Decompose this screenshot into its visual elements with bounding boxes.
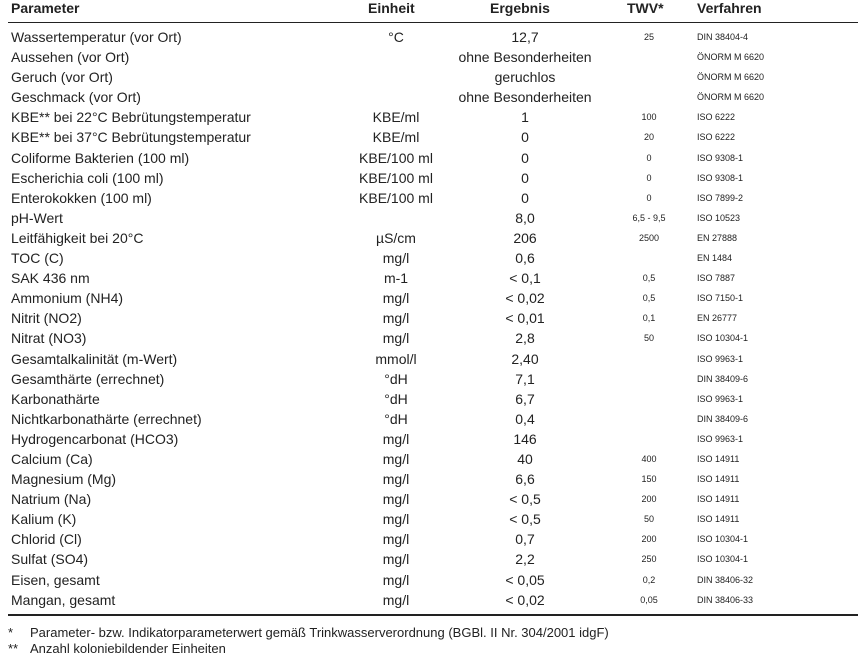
cell-parameter: Gesamtalkalinität (m-Wert) bbox=[11, 350, 178, 367]
cell-unit-text: mg/l bbox=[382, 250, 410, 267]
cell-result-text: 146 bbox=[513, 430, 537, 447]
cell-unit-text: °C bbox=[388, 29, 404, 45]
cell-unit-text: mg/l bbox=[382, 511, 410, 528]
table-row bbox=[0, 27, 865, 47]
cell-twv-text: 200 bbox=[641, 494, 657, 505]
cell-unit-text: mg/l bbox=[382, 450, 410, 467]
cell-result-text: < 0,02 bbox=[505, 591, 545, 608]
cell-method: ISO 10304-1 bbox=[697, 534, 749, 545]
cell-parameter: Gesamthärte (errechnet) bbox=[11, 370, 165, 387]
cell-parameter: Enterokokken (100 ml) bbox=[11, 189, 152, 206]
cell-parameter: Geschmack (vor Ort) bbox=[11, 89, 141, 106]
table-row bbox=[0, 107, 865, 127]
cell-method: ISO 6222 bbox=[697, 112, 736, 123]
cell-unit-text: °dH bbox=[384, 390, 408, 407]
cell-unit-text: mmol/l bbox=[375, 350, 417, 367]
cell-parameter: KBE** bei 22°C Bebrütungstemperatur bbox=[11, 109, 251, 126]
cell-method: ÖNORM M 6620 bbox=[697, 52, 765, 63]
table-row bbox=[0, 529, 865, 549]
cell-unit-text: KBE/100 ml bbox=[359, 149, 433, 166]
cell-unit-text: mg/l bbox=[382, 430, 410, 447]
cell-parameter: pH-Wert bbox=[11, 209, 63, 226]
cell-result-text: < 0,1 bbox=[509, 270, 541, 287]
cell-parameter: TOC (C) bbox=[11, 250, 64, 267]
cell-twv-text: 250 bbox=[641, 554, 657, 565]
cell-method: DIN 38404-4 bbox=[697, 32, 749, 42]
cell-twv-text: 0,05 bbox=[640, 594, 658, 605]
cell-unit-text: mg/l bbox=[382, 551, 410, 568]
footnote-text: Parameter- bzw. Indikatorparameterwert gemäß Trinkwasserverordnung (BGBl. II Nr. 304/2001 idgF) bbox=[30, 625, 609, 640]
cell-method: ISO 14911 bbox=[697, 514, 740, 525]
cell-method: ÖNORM M 6620 bbox=[697, 92, 765, 103]
cell-unit-text: mg/l bbox=[382, 290, 410, 307]
table-row bbox=[0, 248, 865, 268]
table-bottom-divider bbox=[8, 614, 858, 616]
table-row bbox=[0, 429, 865, 449]
cell-parameter: SAK 436 nm bbox=[11, 270, 90, 287]
table-row bbox=[0, 168, 865, 188]
table-row bbox=[0, 47, 865, 67]
cell-twv-text: 0,5 bbox=[642, 293, 656, 304]
cell-twv-text: 20 bbox=[643, 132, 655, 143]
cell-method: ISO 14911 bbox=[697, 474, 740, 485]
cell-method: ISO 7887 bbox=[697, 273, 736, 284]
cell-method: ISO 9963-1 bbox=[697, 393, 744, 404]
cell-twv-text: 200 bbox=[641, 534, 657, 545]
cell-unit-text: mg/l bbox=[382, 591, 410, 608]
table-row bbox=[0, 188, 865, 208]
table-row bbox=[0, 127, 865, 147]
cell-result-text: ohne Besonderheiten bbox=[458, 49, 592, 66]
cell-parameter: Mangan, gesamt bbox=[11, 591, 116, 608]
cell-unit-text: mg/l bbox=[382, 571, 410, 588]
table-row bbox=[0, 489, 865, 509]
cell-method: ISO 7150-1 bbox=[697, 293, 744, 304]
cell-result-text: 0,7 bbox=[515, 531, 535, 548]
table-row bbox=[0, 509, 865, 529]
cell-twv-text: 50 bbox=[643, 333, 655, 344]
cell-result-text: 6,7 bbox=[515, 390, 535, 407]
cell-parameter: Calcium (Ca) bbox=[11, 450, 93, 467]
table-row bbox=[0, 328, 865, 348]
cell-twv-text: 2500 bbox=[638, 232, 660, 243]
cell-unit-text: mg/l bbox=[382, 471, 410, 488]
cell-result-text: 40 bbox=[517, 450, 533, 467]
cell-parameter: Aussehen (vor Ort) bbox=[11, 49, 130, 66]
cell-method: ISO 14911 bbox=[697, 494, 740, 505]
cell-result-text: 0 bbox=[521, 129, 529, 146]
cell-parameter: Eisen, gesamt bbox=[11, 571, 100, 588]
cell-twv-text: 0,5 bbox=[642, 273, 656, 284]
table-row bbox=[0, 409, 865, 429]
cell-parameter: KBE** bei 37°C Bebrütungstemperatur bbox=[11, 129, 251, 146]
cell-result-text: < 0,5 bbox=[509, 491, 541, 508]
cell-result-text: < 0,5 bbox=[509, 511, 541, 528]
cell-parameter: Ammonium (NH4) bbox=[11, 290, 124, 307]
table-row bbox=[0, 148, 865, 168]
table-row bbox=[0, 570, 865, 590]
cell-parameter: Natrium (Na) bbox=[11, 491, 92, 508]
cell-result-text: < 0,02 bbox=[505, 290, 545, 307]
header-unit: Einheit bbox=[368, 0, 415, 16]
cell-unit-text: m-1 bbox=[383, 270, 409, 287]
cell-twv-text: 0,1 bbox=[642, 313, 656, 324]
header-parameter: Parameter bbox=[11, 0, 80, 16]
cell-twv-text: 0 bbox=[646, 172, 652, 183]
cell-method: ISO 9963-1 bbox=[697, 353, 744, 364]
cell-unit-text: °dH bbox=[384, 410, 408, 427]
footnote-marker: * bbox=[8, 625, 14, 640]
cell-method: EN 27888 bbox=[697, 232, 738, 243]
table-row bbox=[0, 549, 865, 569]
cell-unit-text: mg/l bbox=[382, 531, 410, 548]
cell-twv-text: 0,2 bbox=[642, 574, 656, 585]
header-divider bbox=[8, 22, 858, 23]
cell-parameter: Coliforme Bakterien (100 ml) bbox=[11, 149, 190, 166]
cell-method: DIN 38409-6 bbox=[697, 373, 749, 384]
table-row bbox=[0, 67, 865, 87]
cell-method: ISO 9308-1 bbox=[697, 172, 744, 183]
cell-parameter: Nitrit (NO2) bbox=[11, 310, 82, 327]
cell-result-text: < 0,05 bbox=[505, 571, 545, 588]
footnote-text: Anzahl koloniebildender Einheiten bbox=[30, 641, 226, 656]
cell-parameter: Karbonathärte bbox=[11, 390, 100, 407]
cell-result-text: 7,1 bbox=[515, 370, 535, 387]
cell-unit-text: µS/cm bbox=[376, 229, 416, 246]
cell-parameter: Kalium (K) bbox=[11, 511, 77, 528]
cell-method: ISO 10304-1 bbox=[697, 333, 749, 344]
cell-result-text: 2,2 bbox=[515, 551, 535, 568]
header-method: Verfahren bbox=[697, 0, 762, 16]
cell-method: ISO 9963-1 bbox=[697, 433, 744, 444]
cell-result-text: 0,6 bbox=[515, 250, 535, 267]
table-row bbox=[0, 389, 865, 409]
cell-method: ISO 10304-1 bbox=[697, 554, 749, 565]
cell-parameter: Geruch (vor Ort) bbox=[11, 69, 113, 86]
cell-method: ISO 7899-2 bbox=[697, 192, 744, 203]
cell-result-text: 1 bbox=[521, 109, 529, 126]
cell-twv-text: 0 bbox=[646, 192, 652, 203]
cell-parameter: Hydrogencarbonat (HCO3) bbox=[11, 430, 179, 447]
cell-method: ISO 14911 bbox=[697, 453, 740, 464]
cell-result-text: 2,8 bbox=[515, 330, 535, 347]
table-row bbox=[0, 469, 865, 489]
cell-parameter: Wassertemperatur (vor Ort) bbox=[11, 29, 182, 45]
cell-result-text: ohne Besonderheiten bbox=[458, 89, 592, 106]
cell-twv-text: 25 bbox=[643, 32, 655, 42]
cell-unit-text: KBE/100 ml bbox=[359, 169, 433, 186]
cell-parameter: Nichtkarbonathärte (errechnet) bbox=[11, 410, 202, 427]
footnote-marker: ** bbox=[8, 641, 19, 656]
header-result: Ergebnis bbox=[490, 0, 550, 16]
cell-result-text: 0,4 bbox=[515, 410, 535, 427]
cell-parameter: Chlorid (Cl) bbox=[11, 531, 82, 548]
cell-result-text: 2,40 bbox=[511, 350, 539, 367]
cell-method: ISO 6222 bbox=[697, 132, 736, 143]
cell-method: EN 1484 bbox=[697, 253, 733, 264]
cell-parameter: Escherichia coli (100 ml) bbox=[11, 169, 164, 186]
cell-result-text: 0 bbox=[521, 189, 529, 206]
cell-result-text: 0 bbox=[521, 169, 529, 186]
table-row bbox=[0, 288, 865, 308]
cell-twv-text: 400 bbox=[641, 453, 657, 464]
cell-result-text: 0 bbox=[521, 149, 529, 166]
cell-twv-text: 6,5 - 9,5 bbox=[632, 212, 666, 223]
table-row bbox=[0, 369, 865, 389]
cell-unit-text: mg/l bbox=[382, 330, 410, 347]
cell-method: DIN 38406-33 bbox=[697, 594, 754, 605]
table-row bbox=[0, 590, 865, 610]
cell-parameter: Magnesium (Mg) bbox=[11, 471, 117, 488]
cell-method: DIN 38409-6 bbox=[697, 413, 749, 424]
cell-method: EN 26777 bbox=[697, 313, 738, 324]
table-row bbox=[0, 308, 865, 328]
cell-unit-text: KBE/100 ml bbox=[359, 189, 433, 206]
cell-twv-text: 150 bbox=[641, 474, 657, 485]
cell-unit-text: mg/l bbox=[382, 491, 410, 508]
cell-result-text: 8,0 bbox=[515, 209, 535, 226]
cell-twv-text: 100 bbox=[641, 112, 657, 123]
table-row bbox=[0, 349, 865, 369]
cell-twv-text: 0 bbox=[646, 152, 652, 163]
cell-result-text: 206 bbox=[513, 229, 537, 246]
cell-method: ISO 10523 bbox=[697, 212, 741, 223]
table-row bbox=[0, 87, 865, 107]
cell-method: DIN 38406-32 bbox=[697, 574, 754, 585]
header-twv: TWV* bbox=[627, 0, 664, 16]
table-row bbox=[0, 208, 865, 228]
cell-unit-text: mg/l bbox=[382, 310, 410, 327]
cell-unit-text: °dH bbox=[384, 370, 408, 387]
table-row bbox=[0, 228, 865, 248]
cell-unit-text: KBE/ml bbox=[372, 129, 420, 146]
cell-result-text: 12,7 bbox=[511, 29, 539, 45]
cell-twv-text: 50 bbox=[643, 514, 655, 525]
cell-parameter: Sulfat (SO4) bbox=[11, 551, 89, 568]
cell-result-text: < 0,01 bbox=[505, 310, 545, 327]
footnote-kbe bbox=[8, 641, 226, 656]
cell-method: ISO 9308-1 bbox=[697, 152, 744, 163]
footnote-twv bbox=[8, 625, 609, 640]
table-row bbox=[0, 449, 865, 469]
cell-method: ÖNORM M 6620 bbox=[697, 72, 765, 83]
cell-unit-text: KBE/ml bbox=[372, 109, 420, 126]
cell-result-text: 6,6 bbox=[515, 471, 535, 488]
cell-result-text: geruchlos bbox=[494, 69, 556, 86]
cell-parameter: Leitfähigkeit bei 20°C bbox=[11, 229, 144, 246]
results-table-body bbox=[0, 27, 865, 610]
cell-parameter: Nitrat (NO3) bbox=[11, 330, 87, 347]
table-row bbox=[0, 268, 865, 288]
